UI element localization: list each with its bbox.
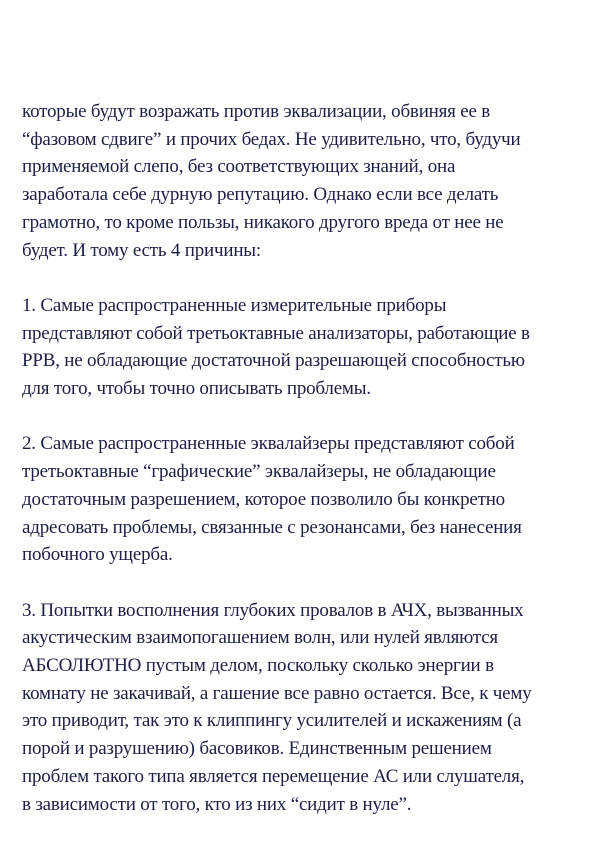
text-line: PPB, не обладающие достаточной разрешающей способностью [22, 350, 525, 372]
paragraph-gap [22, 264, 582, 292]
paragraph-gap [22, 403, 582, 431]
text-line: будет. И тому есть 4 причины: [22, 239, 261, 261]
text-line: порой и разрушению) басовиков. Единственным решением [22, 738, 492, 760]
text-line: 1. Самые распространенные измерительные приборы [22, 294, 447, 316]
text-line: это приводит, так это к клиппингу усилителей и искажениям (а [22, 710, 522, 732]
text-line: адресовать проблемы, связанные с резонансами, без нанесения [22, 516, 522, 538]
text-line: АБСОЛЮТНО пустым делом, поскольку сколько энергии в [22, 655, 494, 677]
text-line: 3. Попытки восполнения глубоких провалов в АЧХ, вызванных [22, 599, 524, 621]
text-line: побочного ущерба. [22, 544, 173, 566]
text-line: которые будут возражать против эквализации, обвиняя ее в [22, 101, 491, 122]
paragraph-reason-3 [22, 597, 582, 819]
text-line: проблем такого типа является перемещение АС или слушателя, [22, 765, 525, 787]
paragraph-reason-1 [22, 292, 582, 403]
text-line: 2. Самые распространенные эквалайзеры представляют собой [22, 433, 515, 455]
paragraph-reason-2 [22, 430, 582, 569]
text-line: представляют собой третьоктавные анализаторы, работающие в [22, 322, 530, 344]
text-line: достаточным разрешением, которое позволило бы конкретно [22, 488, 505, 510]
text-line: грамотно, то кроме пользы, никакого другого вреда от нее не [22, 211, 504, 233]
text-line: в зависимости от того, кто из них “сидит в нуле”. [22, 793, 412, 815]
text-line: акустическим взаимопогашением волн, или нулей являются [22, 627, 498, 649]
text-line: применяемой слепо, без соответствующих знаний, она [22, 156, 456, 178]
paragraph-intro [22, 98, 582, 264]
text-line: “фазовом сдвиге” и прочих бедах. Не удивительно, что, будучи [22, 128, 521, 150]
text-line: для того, чтобы точно описывать проблемы. [22, 378, 371, 400]
paragraph-gap [22, 569, 582, 597]
text-line: заработала себе дурную репутацию. Однако если все делать [22, 184, 499, 206]
body-text [22, 98, 582, 818]
text-line: третьоктавные “графические” эквалайзеры, не обладающие [22, 461, 496, 483]
text-line: комнату не закачивай, а гашение все равно остается. Все, к чему [22, 682, 532, 704]
